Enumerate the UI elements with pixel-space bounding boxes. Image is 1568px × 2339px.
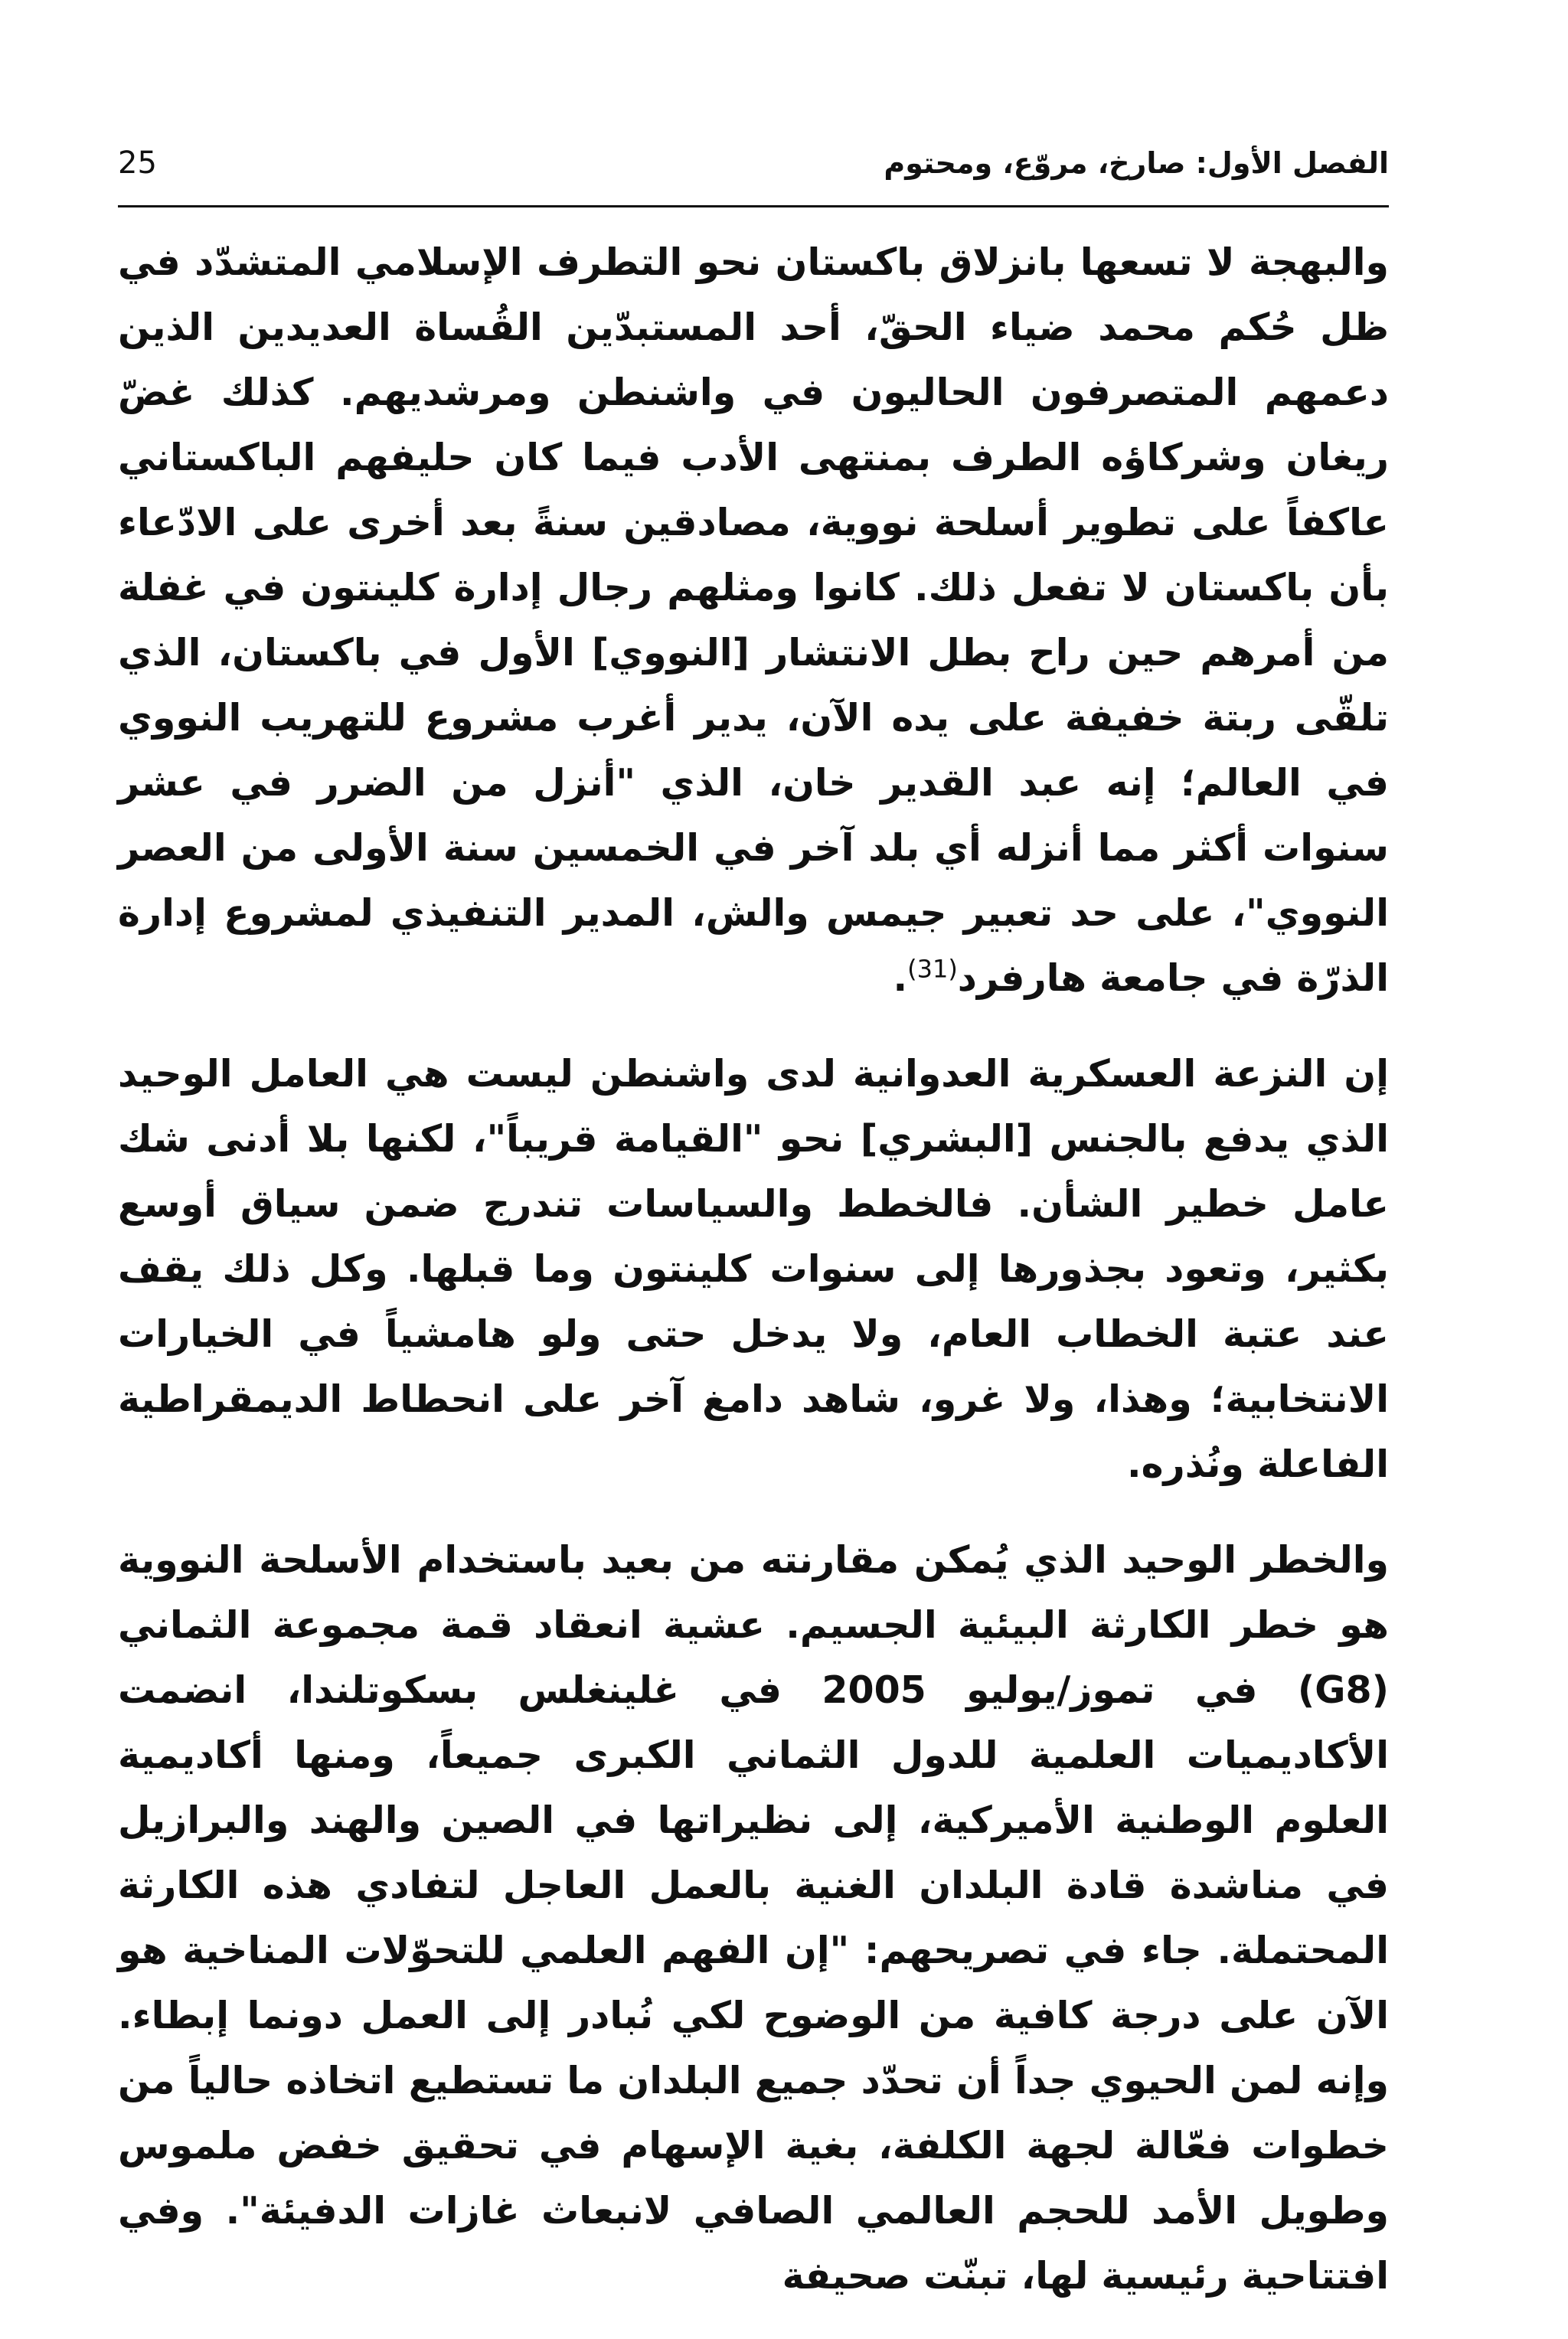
body-text [118,230,1389,2339]
paragraph-1-end: . [893,956,908,1000]
paragraph-1-text: والبهجة لا تسعها بانزلاق باكستان نحو التطرف الإسلامي المتشدّد في ظل حُكم محمد ضياء الحقّ، أحد المستبدّين القُساة العديدين الذين دعمهم المتصرفون الحاليون في واشنطن ومرشديهم. كذلك غضّ ريغان وشركاؤه الطرف بمنتهى الأدب فيما كان حليفهم الباكستاني عاكفاً على تطوير أسلحة نووية، مصادقين سنةً بعد أخرى على الادّعاء بأن باكستان لا تفعل ذلك. كانوا ومثلهم رجال إدارة كلينتون في غفلة من أمرهم حين راح بطل الانتشار [النووي] الأول في باكستان، الذي تلقّى ربتة خفيفة على يده الآن، يدير أغرب مشروع للتهريب النووي في العالم؛ إنه عبد القدير خان، الذي "أنزل من الضرر في عشر سنوات أكثر مما أنزله أي بلد آخر في الخمسين سنة الأولى من العصر النووي"، على حد تعبير جيمس والش، المدير التنفيذي لمشروع إدارة الذرّة في جامعة هارفرد [118,240,1389,1000]
paragraph-2-text: إن النزعة العسكرية العدوانية لدى واشنطن ليست هي العامل الوحيد الذي يدفع بالجنس [البشري] نحو "القيامة قريباً"، لكنها بلا أدنى شك عامل خطير الشأن. فالخطط والسياسات تندرج ضمن سياق أوسع بكثير، وتعود بجذورها إلى سنوات كلينتون وما قبلها. وكل ذلك يقف عند عتبة الخطاب العام، ولا يدخل حتى ولو هامشياً في الخيارات الانتخابية؛ وهذا، ولا غرو، شاهد دامغ آخر على انحطاط الديمقراطية الفاعلة ونُذره. [118,1052,1389,1486]
footnote-reference[interactable]: (31) [907,954,958,984]
paragraph-2 [118,1041,1389,1497]
page-number: 25 [118,145,157,181]
paragraph-3 [118,1527,1389,2308]
chapter-title: الفصل الأول: صارخ، مروّع، ومحتوم [884,146,1389,180]
paragraph-3-text: والخطر الوحيد الذي يُمكن مقارنته من بعيد باستخدام الأسلحة النووية هو خطر الكارثة البيئية الجسيم. عشية انعقاد قمة مجموعة الثماني (G8) في تموز/يوليو 2005 في غلينغلس بسكوتلندا، انضمت الأكاديميات العلمية للدول الثماني الكبرى جميعاً، ومنها أكاديمية العلوم الوطنية الأميركية، إلى نظيراتها في الصين والهند والبرازيل في مناشدة قادة البلدان الغنية بالعمل العاجل لتفادي هذه الكارثة المحتملة. جاء في تصريحهم: "إن الفهم العلمي للتحوّلات المناخية هو الآن على درجة كافية من الوضوح لكي نُبادر إلى العمل دونما إبطاء. وإنه لمن الحيوي جداً أن تحدّد جميع البلدان ما تستطيع اتخاذه حالياً من خطوات فعّالة لجهة الكلفة، بغية الإسهام في تحقيق خفض ملموس وطويل الأمد للحجم العالمي الصافي لانبعاث غازات الدفيئة". وفي افتتاحية رئيسية لها، تبنّت صحيفة [118,1538,1390,2298]
paragraph-1 [118,230,1389,1011]
header-rule [118,205,1389,207]
running-header [118,136,1389,190]
